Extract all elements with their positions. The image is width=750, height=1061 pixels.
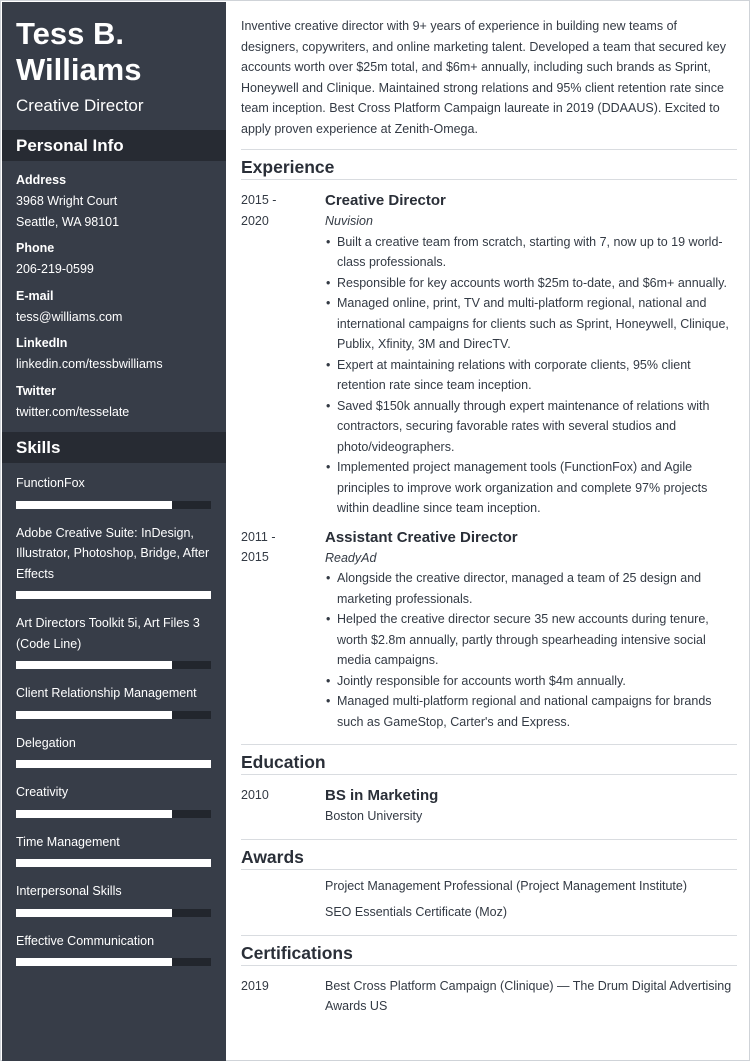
experience-heading: Experience bbox=[241, 150, 737, 180]
job-company: Nuvision bbox=[325, 214, 373, 228]
skill-name: FunctionFox bbox=[16, 476, 85, 490]
skills-heading: Skills bbox=[2, 432, 226, 463]
job-company: ReadyAd bbox=[325, 550, 377, 565]
sidebar bbox=[2, 2, 226, 1061]
education-date: 2010 bbox=[241, 788, 269, 802]
phone-value: 206-219-0599 bbox=[16, 262, 94, 276]
education-entry bbox=[241, 775, 737, 827]
twitter-label: Twitter bbox=[16, 383, 57, 398]
education-body bbox=[325, 785, 737, 827]
skill-level-bar bbox=[16, 958, 211, 966]
skill-level-bar bbox=[16, 909, 211, 917]
job-body bbox=[325, 527, 737, 733]
job-bullet: • Implemented project management tools (FunctionFox) and Agile principles to improve work organization and complete 97% projects within deadline since team inception. bbox=[325, 457, 737, 519]
certifications-section bbox=[241, 935, 737, 1017]
twitter-value[interactable]: twitter.com/tesselate bbox=[16, 404, 130, 419]
skill-level-bar bbox=[16, 591, 211, 599]
skill-level-fill bbox=[16, 810, 172, 818]
personal-info bbox=[2, 161, 226, 422]
skill-item bbox=[16, 931, 212, 967]
skill-item bbox=[16, 683, 212, 719]
name-line-1: Tess B. bbox=[16, 16, 124, 51]
phone-label: Phone bbox=[16, 241, 55, 255]
skill-item bbox=[16, 881, 212, 917]
skill-item bbox=[16, 523, 212, 600]
name-line-2: Williams bbox=[16, 52, 142, 87]
skill-level-bar bbox=[16, 501, 211, 509]
certification-text: Best Cross Platform Campaign (Clinique) — The Drum Digital Advertising Awards US bbox=[325, 978, 732, 1013]
job-list bbox=[241, 180, 737, 732]
skill-level-bar bbox=[16, 760, 211, 768]
skill-name: Client Relationship Management bbox=[16, 686, 197, 700]
job-body bbox=[325, 190, 737, 519]
job-bullet: • Managed multi-platform regional and national campaigns for brands such as GameStop, Carter's and Express. bbox=[325, 691, 737, 732]
skill-level-fill bbox=[16, 711, 172, 719]
skill-level-fill bbox=[16, 501, 172, 509]
job-title: Creative Director bbox=[325, 192, 446, 209]
skill-item bbox=[16, 473, 212, 509]
skill-name: Delegation bbox=[16, 735, 76, 750]
award-item: Project Management Professional (Project Management Institute) bbox=[325, 878, 687, 893]
phone-group bbox=[16, 238, 212, 280]
skill-name: Adobe Creative Suite: InDesign, Illustrator, Photoshop, Bridge, After Effects bbox=[16, 525, 210, 581]
job-date: 2011 - 2015 bbox=[241, 529, 276, 564]
job-bullet: • Expert at maintaining relations with corporate clients, 95% client retention rate since team inception. bbox=[325, 355, 737, 396]
skill-level-fill bbox=[16, 591, 211, 599]
experience-section bbox=[241, 149, 737, 732]
job-bullet: • Built a creative team from scratch, starting with 7, now up to 19 world-class professionals. bbox=[325, 232, 737, 273]
award-item: SEO Essentials Certificate (Moz) bbox=[325, 905, 507, 919]
job-entry bbox=[241, 519, 737, 733]
skill-level-bar bbox=[16, 810, 211, 818]
skill-level-bar bbox=[16, 711, 211, 719]
skill-level-fill bbox=[16, 661, 172, 669]
skill-item bbox=[16, 782, 212, 818]
linkedin-value[interactable]: linkedin.com/tessbwilliams bbox=[16, 357, 163, 371]
degree: BS in Marketing bbox=[325, 787, 439, 804]
personal-info-heading: Personal Info bbox=[2, 130, 226, 161]
job-title: Creative Director bbox=[16, 96, 144, 115]
skill-level-fill bbox=[16, 958, 172, 966]
job-title: Assistant Creative Director bbox=[325, 528, 518, 546]
main-content bbox=[241, 2, 737, 1017]
email-value[interactable]: tess@williams.com bbox=[16, 309, 123, 324]
email-label: E-mail bbox=[16, 288, 54, 303]
candidate-name bbox=[2, 2, 226, 88]
linkedin-label: LinkedIn bbox=[16, 336, 68, 350]
skill-name: Interpersonal Skills bbox=[16, 884, 122, 898]
job-date: 2015 - 2020 bbox=[241, 193, 277, 228]
skill-name: Time Management bbox=[16, 834, 120, 849]
skills-list bbox=[2, 463, 226, 966]
skill-level-bar bbox=[16, 661, 211, 669]
education-heading: Education bbox=[241, 745, 737, 775]
email-group bbox=[16, 286, 212, 328]
skill-level-fill bbox=[16, 909, 172, 917]
skill-name: Art Directors Toolkit 5i, Art Files 3 (Code Line) bbox=[16, 616, 200, 651]
job-bullet: • Responsible for key accounts worth $25m to-date, and $6m+ annually. bbox=[325, 273, 737, 294]
job-bullets bbox=[325, 568, 737, 732]
linkedin-group bbox=[16, 333, 212, 375]
skill-item bbox=[16, 613, 212, 669]
job-entry bbox=[241, 180, 737, 519]
skill-item bbox=[16, 733, 212, 769]
skill-item bbox=[16, 832, 212, 868]
job-bullet: • Alongside the creative director, managed a team of 25 design and marketing professionals. bbox=[325, 568, 737, 609]
address-label: Address bbox=[16, 173, 67, 187]
awards-heading: Awards bbox=[241, 840, 737, 870]
profile-summary: Inventive creative director with 9+ years of experience in building new teams of designers, copywriters, and online marketing talent. Developed a team that secured key accounts worth over $25m total, and $6m+ annually, including such brands as Sprint, Honeywell and Clinique. Maintained strong relations and 95% client retention rate since team inception. Best Cross Platform Campaign laureate in 2019 (DDAAUS). Excited to apply proven experience at Zenith-Omega. bbox=[241, 19, 726, 136]
job-bullets bbox=[325, 232, 737, 519]
job-bullet: • Managed online, print, TV and multi-platform regional, national and international campaigns for clients such as Sprint, Honeywell, Clinique, Publix, Xfinity, 3M and DirecTV. bbox=[325, 293, 737, 355]
job-bullet: • Jointly responsible for accounts worth $4m annually. bbox=[325, 671, 737, 692]
address-line-2: Seattle, WA 98101 bbox=[16, 214, 120, 229]
certification-date: 2019 bbox=[241, 978, 269, 993]
twitter-group bbox=[16, 381, 212, 423]
skill-level-bar bbox=[16, 859, 211, 867]
job-bullet: • Saved $150k annually through expert maintenance of relations with contractors, securing favorable rates with several studios and photo/videographers. bbox=[325, 396, 737, 458]
awards-list bbox=[241, 870, 737, 923]
education-section bbox=[241, 744, 737, 827]
skill-level-fill bbox=[16, 859, 211, 867]
skill-level-fill bbox=[16, 760, 211, 768]
job-bullet: • Helped the creative director secure 35 new accounts during tenure, worth $2.8m annually, partly through spearheading intensive social media campaigns. bbox=[325, 609, 737, 671]
certifications-heading: Certifications bbox=[241, 936, 737, 966]
certification-entry bbox=[241, 966, 737, 1017]
school: Boston University bbox=[325, 809, 423, 823]
address-line-1: 3968 Wright Court bbox=[16, 194, 118, 208]
awards-section bbox=[241, 839, 737, 923]
skill-name: Effective Communication bbox=[16, 933, 155, 948]
skill-name: Creativity bbox=[16, 785, 69, 799]
address-group bbox=[16, 170, 212, 232]
